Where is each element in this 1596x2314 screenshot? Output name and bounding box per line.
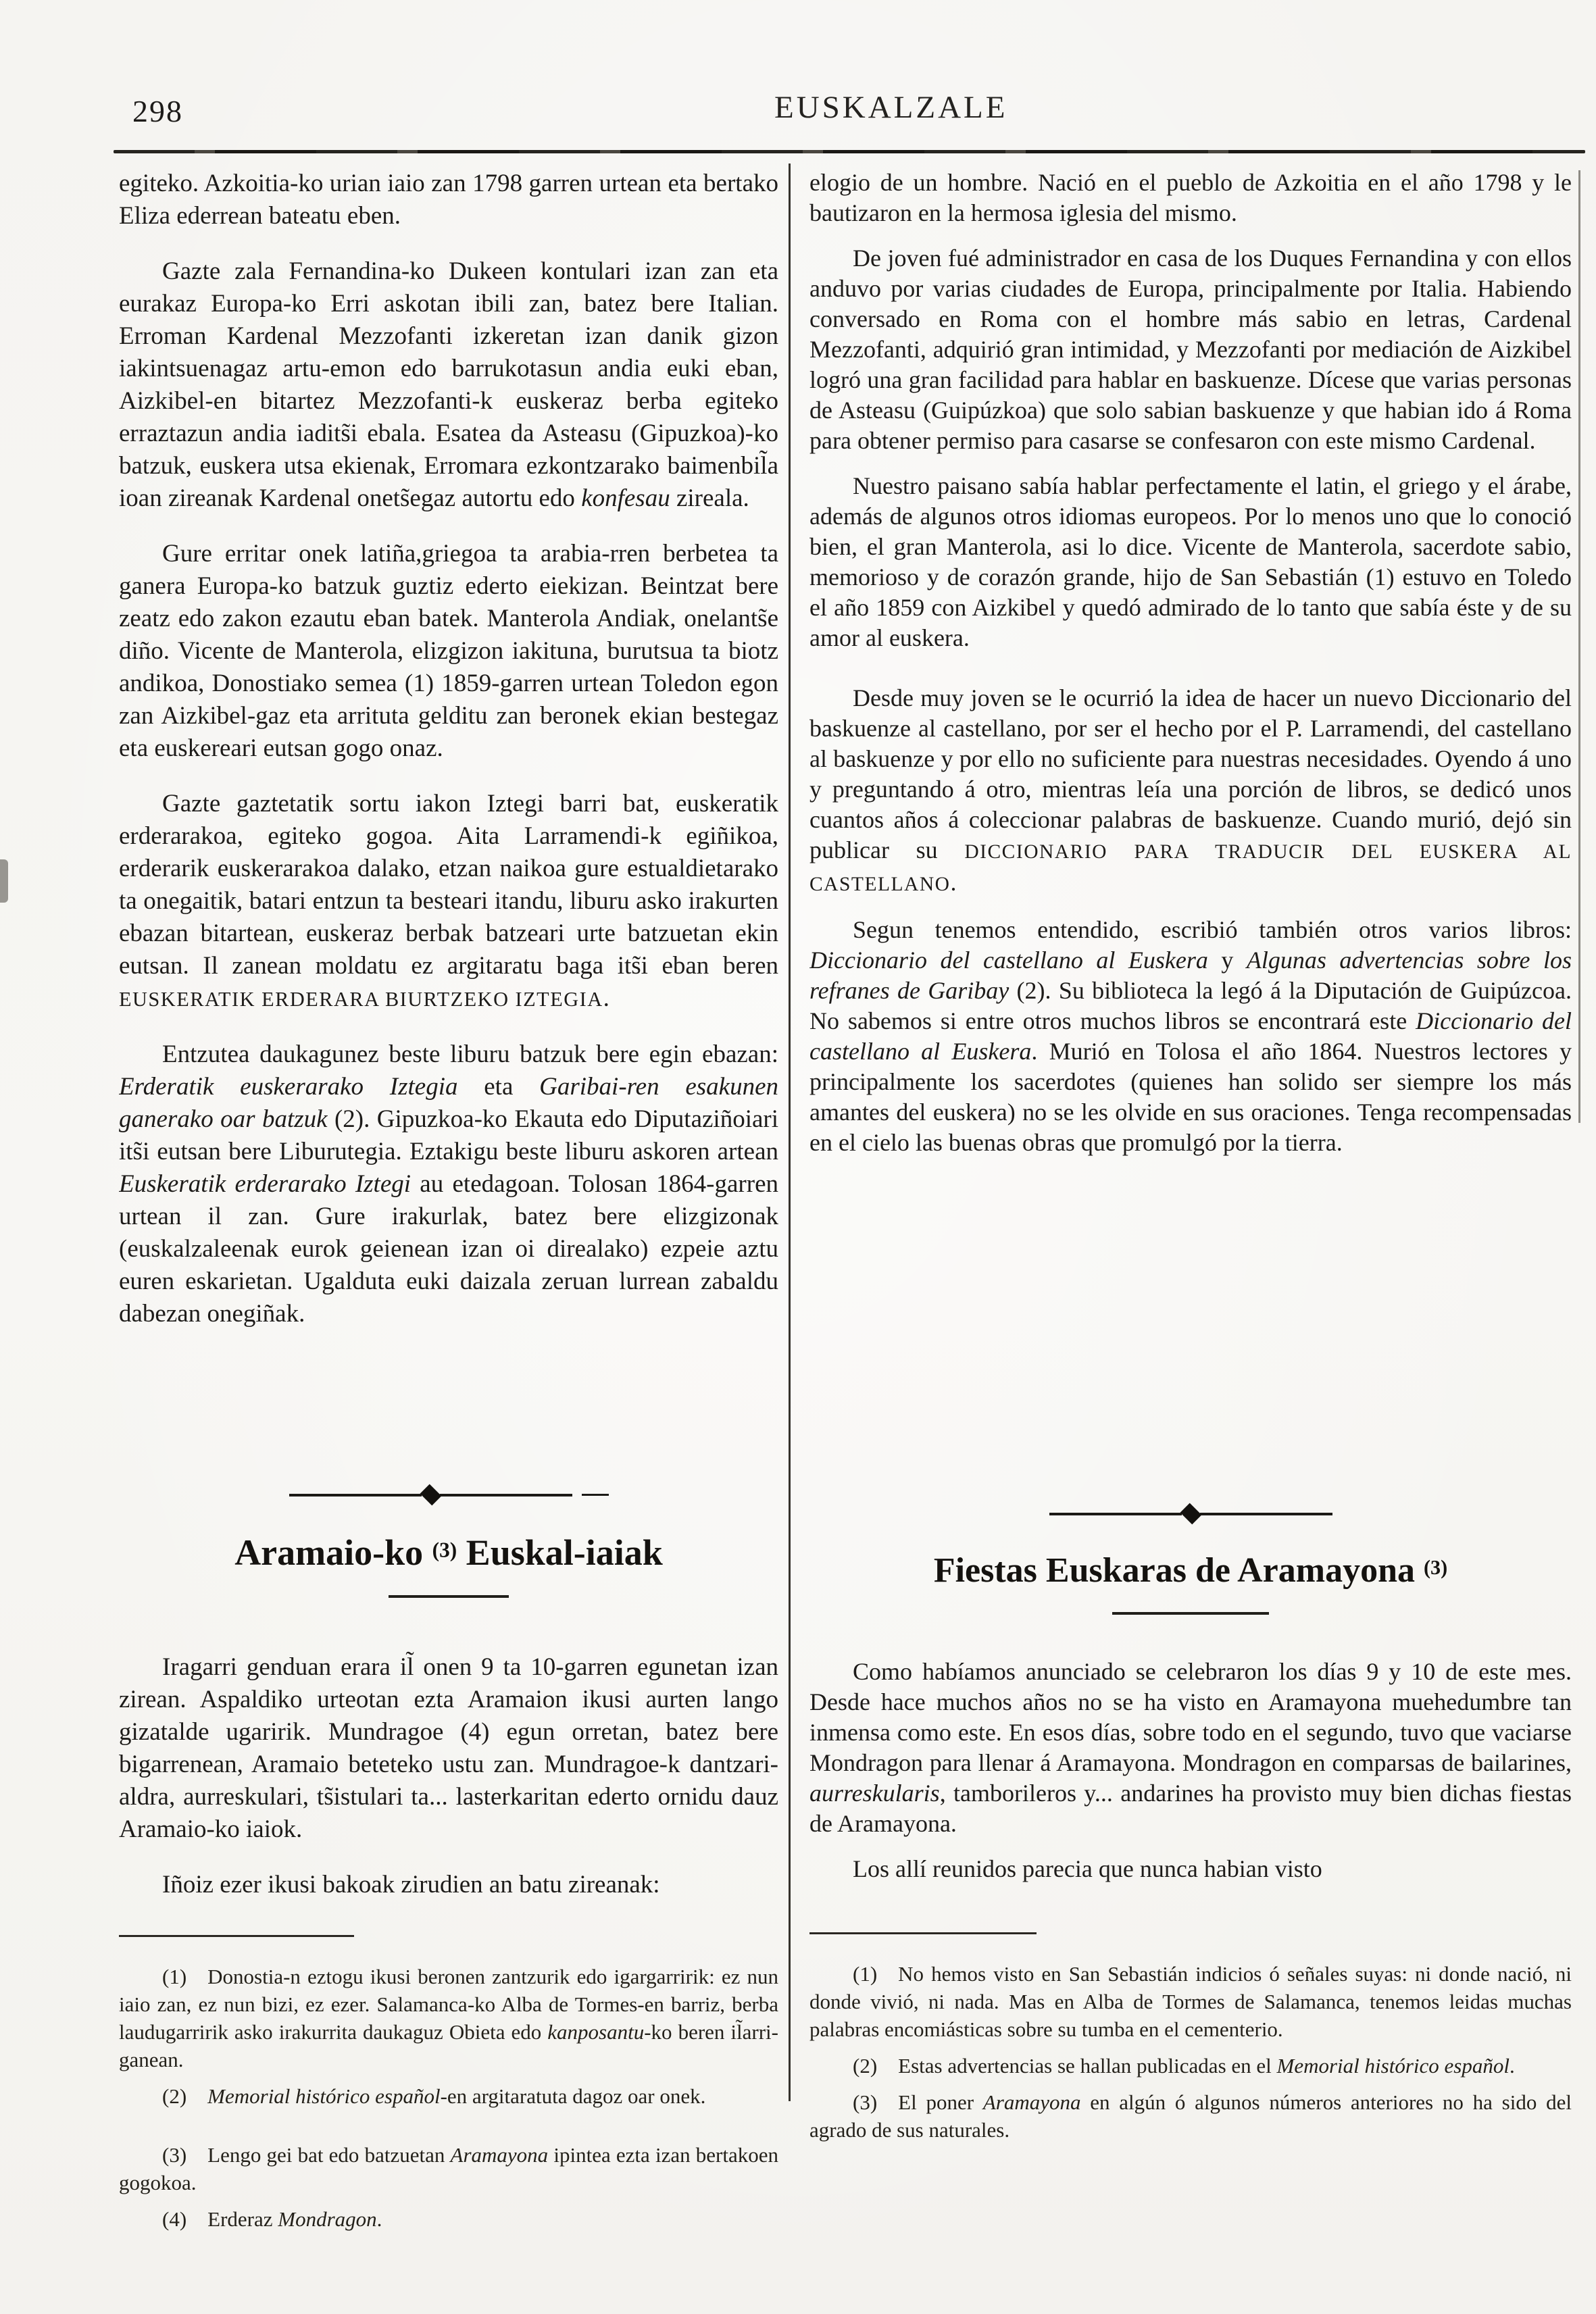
paragraph <box>809 471 1572 653</box>
text-segment: konfesau <box>581 484 670 512</box>
diamond-ornament-icon <box>420 1484 441 1506</box>
section-heading-spanish <box>809 1551 1572 1590</box>
header-rule <box>114 150 1585 153</box>
footnote <box>119 1963 778 2073</box>
text-segment: Euskal-iaiak <box>457 1532 663 1573</box>
section-divider <box>809 1505 1572 1522</box>
divider-line <box>440 1494 572 1496</box>
text-segment: Erderatik euskerarako Iztegia <box>119 1073 458 1101</box>
text-segment: Fiestas Euskaras de Aramayona <box>933 1551 1424 1590</box>
text-segment: y <box>1207 947 1247 974</box>
text-segment: Aramaio-ko <box>234 1532 432 1573</box>
diamond-ornament-icon <box>1180 1503 1201 1525</box>
right-section-body <box>809 1657 1572 1930</box>
text-segment: elogio de un hombre. Nació en el pueblo de Azkoitia en el año 1798 y le bautizaron en la hermosa iglesia del mismo. <box>809 169 1572 226</box>
footnote-rule <box>809 1932 1037 1934</box>
heading-underline <box>1112 1612 1269 1615</box>
footnote-rule <box>119 1935 354 1937</box>
paragraph <box>119 168 778 232</box>
divider-line <box>289 1494 422 1496</box>
text-segment: Como habíamos anunciado se celebraron los días 9 y 10 de este mes. Desde hace muchos años no se ha visto en Aramayona muehedumbre tan inmensa como este. En esos días, sobre todo en el segundo, tuvo que vaciarse Mondragon para llenar á Aramayona. Mondragon en comparsas de bailarines, <box>809 1658 1572 1776</box>
text-segment: . <box>1509 2054 1515 2078</box>
left-footnote-list <box>119 1963 778 2233</box>
text-segment: Euskeratik erderarako Iztegi <box>119 1170 412 1198</box>
page-number: 298 <box>132 94 183 128</box>
left-column-basque <box>119 168 779 2231</box>
paragraph <box>119 538 778 765</box>
text-segment: (4) Erderaz <box>162 2207 278 2231</box>
left-article-body <box>119 168 778 1485</box>
paragraph <box>809 1854 1572 1884</box>
text-segment: Algunas advertencias sobre los refranes de Garibay <box>809 947 1572 1004</box>
section-divider <box>119 1486 778 1503</box>
right-section <box>809 1505 1572 1615</box>
left-section <box>119 1486 778 1598</box>
paragraph <box>119 788 778 1015</box>
right-column-spanish <box>809 168 1572 2142</box>
text-segment: , tamborileros y... andarines ha provisto muy bien dichas fiestas de Aramayona. <box>809 1780 1572 1837</box>
column-divider-rule <box>789 164 791 2101</box>
divider-line-fragment <box>582 1494 609 1496</box>
text-segment: (1) Donostia-n eztogu ikusi beronen zantzurik edo igargarririk: ez nun iaio zan, ez nun bizi, ez ezer. Salamanca-ko Alba de Tormes-en barriz, berba laudugarririk asko irakurrita daukaguz Obieta edo <box>119 1965 778 2044</box>
paragraph <box>119 1038 778 1330</box>
text-segment: Segun tenemos entendido, escribió también otros varios libros: <box>853 916 1572 943</box>
footnote <box>119 2141 778 2196</box>
text-segment: Desde muy joven se le ocurrió la idea de hacer un nuevo Diccionario del baskuenze al castellano, por ser el hecho por el P. Larramendi, del castellano al baskuenze y por ello no suficiente para nuestras necesidades. Oyendo á uno y preguntando á otro, mientras leía una porción de libros, se dedicó unos cuantos años á coleccionar palabras de baskuenze. Cuando murió, dejó sin publicar su <box>809 684 1572 863</box>
text-segment: Los allí reunidos parecia que nunca habian visto <box>853 1855 1322 1882</box>
text-segment: au etedagoan. Tolosan 1864-garren urtean il zan. Gure irakurlak, batez bere elizgizonak (euskalzaleenak eurok geienean izan oi direalako) ezpeie aztu euren eskarietan. Ugalduta euki daizala zeruan lurrean zabaldu dabezan onegiñak. <box>119 1170 778 1328</box>
text-segment: Mondragon <box>278 2207 377 2231</box>
right-footnotes <box>809 1932 1572 2153</box>
text-segment: Gazte gaztetatik sortu iakon Iztegi barri bat, euskeratik erderarakoa, egiteko gogoa. Aita Larramendi-k egiñikoa, erderarik euskerarakoa dalako, etzan naikoa gure estualdietarako ta onegaitik, batari entzun ta besteari itandu, liburu asko irakurten ebazan bitartean, euskeraz berbak batzeari urte batzuetan ekin eutsan. Il zanean moldatu ez argitaratu baga its̃i eban beren <box>119 790 778 980</box>
section-heading-basque <box>119 1532 778 1574</box>
divider-line <box>1049 1513 1182 1515</box>
text-segment: Gure erritar onek latiña,griegoa ta arabia-rren berbetea ta ganera Europa-ko batzuk guztiz ederto eiekizan. Beintzat bere zeatz edo zakon ezautu eban batek. Manterola Andiak, onelants̃e diño. Vicente de Manterola, elizgizon iakituna, burutsua ta biotz andikoa, Donostiako semea (1) 1859-garren urtean Toledon egon zan Aizkibel-gaz eta arrituta gelditu zan beronek ekian bestegaz eta euskereari eutsan gogo onaz. <box>119 540 778 762</box>
footnote <box>119 2082 778 2110</box>
text-segment: . <box>603 984 609 1012</box>
text-segment: ipintea ezta izan bertakoen gogokoa. <box>119 2143 779 2194</box>
text-segment: egiteko. Azkoitia-ko urian iaio zan 1798 garren urtean eta bertako Eliza ederrean bateatu eben. <box>119 170 778 230</box>
right-article-body <box>809 168 1572 1504</box>
text-segment: . <box>950 869 957 896</box>
journal-title: EUSKALZALE <box>774 90 1008 125</box>
text-segment: Memorial histórico español <box>1276 2054 1510 2078</box>
text-segment: Aramayona <box>450 2143 549 2167</box>
heading-underline <box>389 1595 509 1598</box>
paragraph <box>809 1657 1572 1839</box>
footnote <box>809 2052 1572 2080</box>
text-segment: . <box>376 2207 382 2231</box>
right-footnote-list <box>809 1960 1572 2144</box>
paragraph <box>119 255 778 515</box>
text-segment: en algún ó algunos números anteriores no ha sido del agrado de sus naturales. <box>809 2090 1572 2142</box>
paragraph <box>119 1651 778 1846</box>
footnote <box>119 2205 778 2233</box>
text-segment: Gazte zala Fernandina-ko Dukeen kontulari izan zan eta eurakaz Europa-ko Erri askotan ibili zan, batez bere Italian. Erroman Kardenal Mezzofanti izkeretan izan danik gizon iakintsuenagaz artu-emon edo barrukotasun andia euki eban, Aizkibel-en bitartez Mezzofanti-k euskeraz berba egiteko erraztazun andia iadits̃i ebala. Esatea da Asteasu (Gipuzkoa)-ko batzuk, euskera utsa ekienak, Erromara ezkontzarako baimenbil̃a ioan zireanak Kardenal onets̃egaz autortu edo <box>119 257 778 512</box>
text-segment: Iragarri genduan erara il̃ onen 9 ta 10-garren egunetan izan zirean. Aspaldiko urteotan ezta Aramaion ikusi aurten lango gizatalde ugaririk. Mundragoe (4) egun orretan, batez bere bigarrenean, Aramaio beteteko ustu zan. Mundragoe-k dantzari-aldra, aurreskulari, ts̃istulari ta... lasterkaritan ederto ornidu dauz Aramaio-ko iaiok. <box>119 1653 778 1843</box>
page-edge-artifact <box>1578 170 1580 1123</box>
left-section-body <box>119 1651 778 1932</box>
text-segment: -ko beren il̃arri-ganean. <box>119 2020 778 2071</box>
paragraph <box>809 243 1572 456</box>
text-segment: zireala. <box>670 484 749 512</box>
text-segment: (2) <box>162 2084 208 2108</box>
paragraph <box>809 683 1572 900</box>
text-segment: (2) Estas advertencias se hallan publicadas en el <box>853 2054 1277 2078</box>
divider-line <box>1200 1513 1332 1515</box>
heading-footnote-ref: (3) <box>432 1538 457 1562</box>
paragraph <box>119 1869 778 1901</box>
text-segment: De joven fué administrador en casa de los Duques Fernandina y con ellos anduvo por varias ciudades de Europa, principalmente por Italia. Habiendo conversado en Roma con el hombre más sabio en letras, Cardenal Mezzofanti, adquirió gran intimidad, y Mezzofanti por mediación de Aizkibel logró una gran facilidad para hablar en baskuenze. Dícese que varias personas de Asteasu (Guipúzkoa) que solo sabian baskuenze y que habian ido á Roma para obtener permiso para casarse se confesaron con este mismo Cardenal. <box>809 245 1572 454</box>
text-segment: (2). Gipuzkoa-ko Ekauta edo Diputaziñoiari its̃i eutsan bere Liburutegia. Eztakigu beste liburu askoren artean <box>119 1105 778 1165</box>
text-segment: -en argitaratuta dagoz oar onek. <box>440 2084 706 2108</box>
text-segment: (3) Lengo gei bat edo batzuetan <box>162 2143 451 2167</box>
text-segment: Nuestro paisano sabía hablar perfectamente el latin, el griego y el árabe, además de algunos otros idiomas europeos. Por lo menos uno que lo conoció bien, el gran Manterola, asi lo dice. Vicente de Manterola, sacerdote sabio, memorioso y de corazón grande, hijo de San Sebastián (1) estuvo en Toledo el año 1859 con Aizkibel y quedó admirado de lo tanto que sabía éste y de su amor al euskera. <box>809 472 1572 651</box>
text-segment: Diccionario del castellano al Euskera <box>809 947 1208 974</box>
text-segment: Diccionario del castellano al Euskera <box>809 1007 1572 1065</box>
text-segment: (3) El poner <box>853 2090 983 2114</box>
text-segment: kanposantu <box>547 2020 645 2044</box>
heading-footnote-ref: (3) <box>1423 1555 1448 1579</box>
paragraph <box>809 168 1572 228</box>
text-segment: aurreskularis <box>809 1780 940 1807</box>
footnote <box>809 1960 1572 2043</box>
scan-smudge <box>0 859 8 903</box>
text-segment: Aramayona <box>982 2090 1081 2114</box>
text-segment: Entzutea daukagunez beste liburu batzuk bere egin ebazan: <box>162 1040 778 1068</box>
left-footnotes <box>119 1935 778 2242</box>
text-segment: Iñoiz ezer ikusi bakoak zirudien an batu zireanak: <box>162 1871 660 1898</box>
text-segment: . Murió en Tolosa el año 1864. Nuestros lectores y principalmente los sacerdotes (quienes han solido ser siempre los más amantes del euskera) no se les olvide en sus oraciones. Tenga recompensadas en el cielo las buenas obras que promulgó por la tierra. <box>809 1038 1572 1156</box>
text-segment: DICCIONARIO PARA TRADUCIR DEL EUSKERA AL CASTELLANO <box>809 841 1572 895</box>
text-segment: EUSKERATIK ERDERARA BIURTZEKO IZTEGIA <box>119 988 603 1011</box>
text-segment: (1) No hemos visto en San Sebastián indicios ó señales suyas: ni donde nació, ni donde vivió, ni nada. Mas en Alba de Tormes de Salamanca, tenemos leidas muchas palabras encomiásticas sobre su tumba en el cementerio. <box>809 1962 1572 2041</box>
footnote <box>809 2088 1572 2144</box>
text-segment: Memorial histórico español <box>207 2084 441 2108</box>
text-segment: Garibai-ren esakunen ganerako oar batzuk <box>119 1073 778 1133</box>
paragraph <box>809 915 1572 1158</box>
text-segment: (2). Su biblioteca la legó á la Diputación de Guipúzcoa. No sabemos si entre otros muchos libros se encontrará este <box>809 977 1572 1034</box>
text-segment: eta <box>457 1073 540 1101</box>
